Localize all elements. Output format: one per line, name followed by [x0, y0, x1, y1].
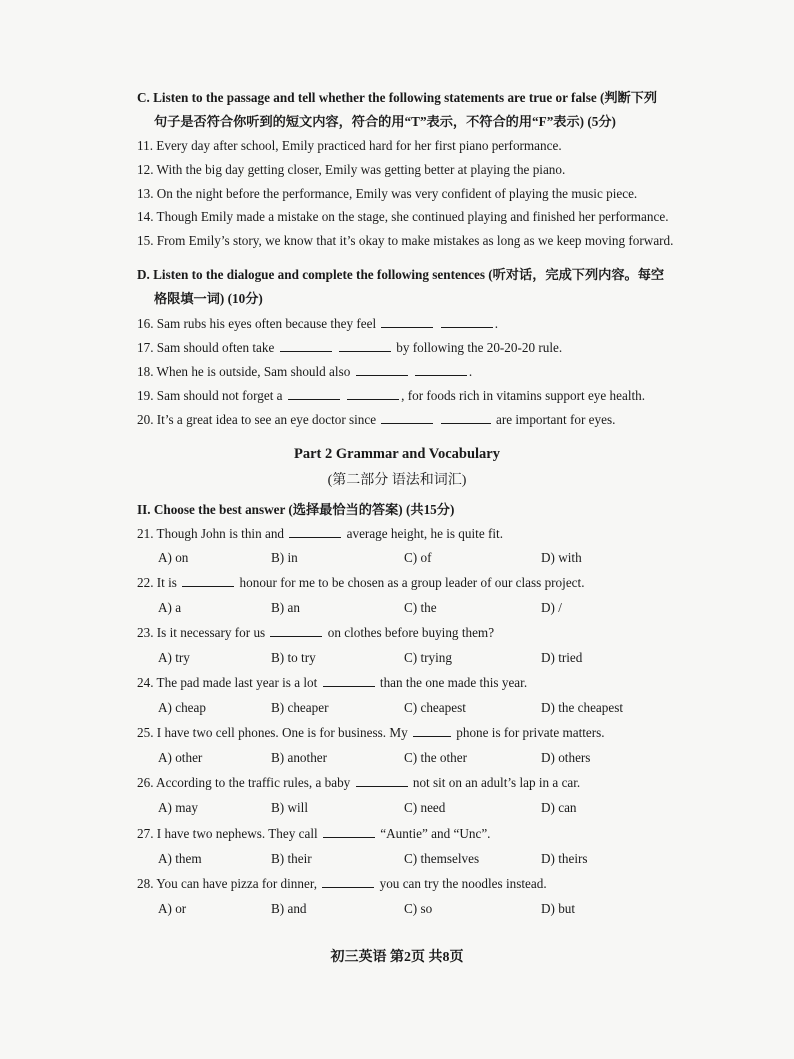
- page-footer: 初三英语 第2页 共8页: [330, 950, 464, 965]
- option-d[interactable]: D) but: [541, 901, 576, 916]
- option-c[interactable]: C) need: [404, 800, 446, 815]
- question-21: 21. Though John is thin and average height, he is quite fit.: [137, 526, 503, 541]
- answer-blank[interactable]: [413, 725, 451, 737]
- section-ii-header: II. Choose the best answer (选择最恰当的答案) (共15分): [137, 502, 455, 517]
- option-c[interactable]: C) of: [404, 550, 432, 565]
- answer-blank[interactable]: [441, 412, 491, 424]
- part2-subtitle: (第二部分 语法和词汇): [327, 473, 467, 488]
- answer-blank[interactable]: [323, 826, 375, 838]
- option-c[interactable]: C) the other: [404, 750, 467, 765]
- option-b[interactable]: B) to try: [271, 650, 316, 665]
- statement-14: 14. Though Emily made a mistake on the stage, she continued playing and finished her performance.: [137, 209, 669, 224]
- option-a[interactable]: A) them: [158, 851, 202, 866]
- option-a[interactable]: A) or: [158, 901, 187, 916]
- option-c[interactable]: C) themselves: [404, 851, 480, 866]
- statement-15: 15. From Emily’s story, we know that it’s okay to make mistakes as long as we keep moving forward.: [137, 233, 674, 248]
- section-c-header-line2: 句子是否符合你听到的短文内容，符合的用“T”表示，不符合的用“F”表示) (5分): [154, 114, 616, 129]
- question-17: 17. Sam should often take by following the 20-20-20 rule.: [137, 340, 563, 355]
- option-c[interactable]: C) so: [404, 901, 433, 916]
- answer-blank[interactable]: [289, 526, 341, 538]
- option-b[interactable]: B) cheaper: [271, 700, 329, 715]
- question-16: 16. Sam rubs his eyes often because they feel .: [137, 316, 499, 331]
- option-d[interactable]: D) /: [541, 600, 562, 615]
- statement-13: 13. On the night before the performance, Emily was very confident of playing the music piece.: [137, 186, 638, 201]
- section-c-header-line1: C. Listen to the passage and tell whether the following statements are true or false (判断下列: [137, 90, 658, 105]
- option-b[interactable]: B) will: [271, 800, 308, 815]
- option-a[interactable]: A) on: [158, 550, 189, 565]
- option-c[interactable]: C) the: [404, 600, 437, 615]
- statement-11: 11. Every day after school, Emily practiced hard for her first piano performance.: [137, 138, 562, 153]
- answer-blank[interactable]: [270, 625, 322, 637]
- answer-blank[interactable]: [322, 876, 374, 888]
- question-20: 20. It’s a great idea to see an eye doctor since are important for eyes.: [137, 412, 616, 427]
- section-d-header-line2: 格限填一词) (10分): [154, 291, 263, 306]
- answer-blank[interactable]: [381, 316, 433, 328]
- option-d[interactable]: D) theirs: [541, 851, 588, 866]
- option-a[interactable]: A) try: [158, 650, 190, 665]
- statement-12: 12. With the big day getting closer, Emily was getting better at playing the piano.: [137, 162, 566, 177]
- section-d-header-line1: D. Listen to the dialogue and complete the following sentences (听对话，完成下列内容。每空: [137, 267, 665, 282]
- answer-blank[interactable]: [288, 388, 340, 400]
- option-d[interactable]: D) tried: [541, 650, 583, 665]
- option-a[interactable]: A) cheap: [158, 700, 206, 715]
- option-b[interactable]: B) an: [271, 600, 300, 615]
- option-d[interactable]: D) the cheapest: [541, 700, 624, 715]
- question-26: 26. According to the traffic rules, a baby not sit on an adult’s lap in a car.: [137, 775, 581, 790]
- option-b[interactable]: B) and: [271, 901, 307, 916]
- option-a[interactable]: A) may: [158, 800, 198, 815]
- answer-blank[interactable]: [280, 340, 332, 352]
- answer-blank[interactable]: [441, 316, 493, 328]
- answer-blank[interactable]: [356, 364, 408, 376]
- answer-blank[interactable]: [356, 775, 408, 787]
- answer-blank[interactable]: [347, 388, 399, 400]
- answer-blank[interactable]: [381, 412, 433, 424]
- option-c[interactable]: C) trying: [404, 650, 452, 665]
- question-18: 18. When he is outside, Sam should also .: [137, 364, 473, 379]
- question-28: 28. You can have pizza for dinner, you can try the noodles instead.: [137, 876, 547, 891]
- option-d[interactable]: D) can: [541, 800, 577, 815]
- option-d[interactable]: D) others: [541, 750, 591, 765]
- question-19: 19. Sam should not forget a , for foods rich in vitamins support eye health.: [137, 388, 646, 403]
- option-d[interactable]: D) with: [541, 550, 582, 565]
- question-24: 24. The pad made last year is a lot than the one made this year.: [137, 675, 528, 690]
- question-25: 25. I have two cell phones. One is for business. My phone is for private matters.: [137, 725, 605, 740]
- answer-blank[interactable]: [339, 340, 391, 352]
- question-27: 27. I have two nephews. They call “Auntie” and “Unc”.: [137, 826, 491, 841]
- option-b[interactable]: B) another: [271, 750, 328, 765]
- option-b[interactable]: B) their: [271, 851, 312, 866]
- question-23: 23. Is it necessary for us on clothes before buying them?: [137, 625, 495, 640]
- answer-blank[interactable]: [323, 675, 375, 687]
- question-22: 22. It is honour for me to be chosen as a group leader of our class project.: [137, 575, 585, 590]
- option-a[interactable]: A) a: [158, 600, 182, 615]
- option-a[interactable]: A) other: [158, 750, 203, 765]
- option-c[interactable]: C) cheapest: [404, 700, 466, 715]
- answer-blank[interactable]: [182, 575, 234, 587]
- answer-blank[interactable]: [415, 364, 467, 376]
- option-b[interactable]: B) in: [271, 550, 298, 565]
- part2-title: Part 2 Grammar and Vocabulary: [294, 446, 500, 462]
